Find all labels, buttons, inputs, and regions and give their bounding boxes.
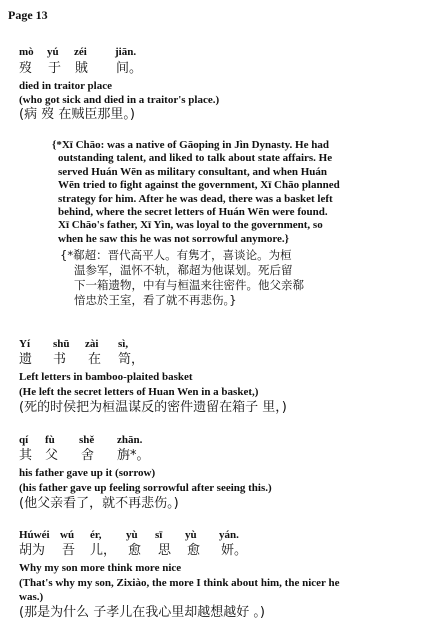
footnote-line: served Huán Wēn as military consultant, and when Huán: [58, 165, 328, 178]
footnote-line: {*Xī Chāo: was a native of Gāoping in Jìn Dynasty. He had: [52, 139, 329, 151]
gloss-line: Left letters in bamboo-plaited basket: [19, 371, 193, 383]
chinese-char: 愈: [128, 543, 142, 558]
chinese-char: 间。: [116, 61, 143, 76]
footnote-line: behind, where the secret letters of Huán Wēn were found.: [58, 206, 328, 219]
pinyin-word: yù: [126, 529, 138, 541]
chinese-char: 书: [53, 352, 67, 367]
chinese-char: 其: [19, 448, 33, 463]
gloss-line: Why my son more think more nice: [19, 562, 182, 574]
pinyin-word: zéi: [74, 46, 87, 58]
chinese-char: 遗: [19, 352, 33, 367]
pinyin-word: yú: [47, 46, 59, 58]
chinese-char: 愈: [187, 543, 201, 558]
footnote-line: when he saw this he was not sorrowful anymore.}: [58, 232, 289, 245]
pinyin-word: wú: [60, 529, 75, 541]
english-line: (his father gave up feeling sorrowful after seeing this.): [19, 482, 272, 494]
footnote-line: 温参军，温怀不轨，郗超为他谋划。死后留: [74, 263, 293, 277]
pinyin-word: zhān.: [117, 434, 143, 446]
footnote-line: 愔忠於王室，看了就不再悲伤。}: [74, 293, 237, 307]
english-line: (He left the secret letters of Huan Wen in a basket,): [19, 386, 259, 398]
modern-chinese-line: (他父亲看了，就不再悲伤。): [19, 496, 179, 511]
english-line: (That's why my son, Zixiào, the more I think about him, the nicer he: [19, 577, 340, 589]
chinese-char: 賊: [75, 61, 89, 76]
english-line: was.): [19, 591, 44, 603]
footnote-line: outstanding talent, and liked to talk about state affairs. He: [58, 152, 333, 165]
english-line: (who got sick and died in a traitor's place.): [19, 94, 220, 106]
pinyin-word: sì,: [118, 338, 129, 350]
page-number: Page 13: [8, 8, 48, 22]
gloss-line: his father gave up it (sorrow): [19, 467, 156, 479]
chinese-char: 妍。: [221, 543, 248, 558]
pinyin-word: yán.: [219, 529, 239, 541]
modern-chinese-line: (病 歿 在贼臣那里。): [19, 107, 135, 122]
pinyin-word: fù: [45, 434, 55, 446]
footnote-line: {*郗超：晋代高平人。有隽才，喜谈论。为桓: [60, 248, 292, 262]
footnote-english: [52, 139, 422, 246]
chinese-char: 胡为: [19, 543, 46, 558]
pinyin-word: yù: [185, 529, 197, 541]
chinese-char: 吾: [62, 543, 76, 558]
chinese-char: 思: [158, 543, 172, 558]
pinyin-word: jiān.: [115, 46, 137, 58]
pinyin-word: shū: [53, 338, 70, 350]
chinese-char: 父: [45, 448, 59, 463]
pinyin-word: Yí: [19, 338, 30, 350]
pinyin-word: ér,: [90, 529, 102, 541]
footnote-line: Xī Chāo's father, Xī Yìn, was loyal to the government, so: [58, 219, 323, 232]
footnote-line: Wēn tried to fight against the government, Xī Chāo planned: [58, 179, 340, 192]
gloss-line: died in traitor place: [19, 80, 112, 92]
pinyin-word: qí: [19, 434, 29, 446]
chinese-char: 歿: [19, 61, 33, 76]
footnote-chinese: [60, 248, 420, 308]
pinyin-word: mò: [19, 46, 34, 58]
pinyin-word: shě: [79, 434, 95, 446]
modern-chinese-line: (那是为什么 子孝儿在我心里却越想越好 。): [19, 605, 265, 620]
footnote-line: 下一箱遗物，中有与桓温来往密件。他父亲郗: [74, 278, 304, 292]
chinese-char: 舍: [81, 448, 95, 463]
pinyin-word: sī: [155, 529, 163, 541]
chinese-char: 儿，: [90, 543, 117, 558]
chinese-char: 旃*。: [117, 448, 150, 463]
modern-chinese-line: (死的时侯把为桓温谋反的密件遗留在箱子 里，): [19, 400, 287, 415]
chinese-char: 笥，: [118, 352, 145, 367]
pinyin-word: Húwéi: [19, 529, 50, 541]
footnote-line: strategy for him. After he was dead, there was a basket left: [58, 192, 333, 205]
pinyin-word: zài: [85, 338, 99, 350]
chinese-char: 在: [88, 352, 102, 367]
chinese-char: 于: [48, 61, 62, 76]
